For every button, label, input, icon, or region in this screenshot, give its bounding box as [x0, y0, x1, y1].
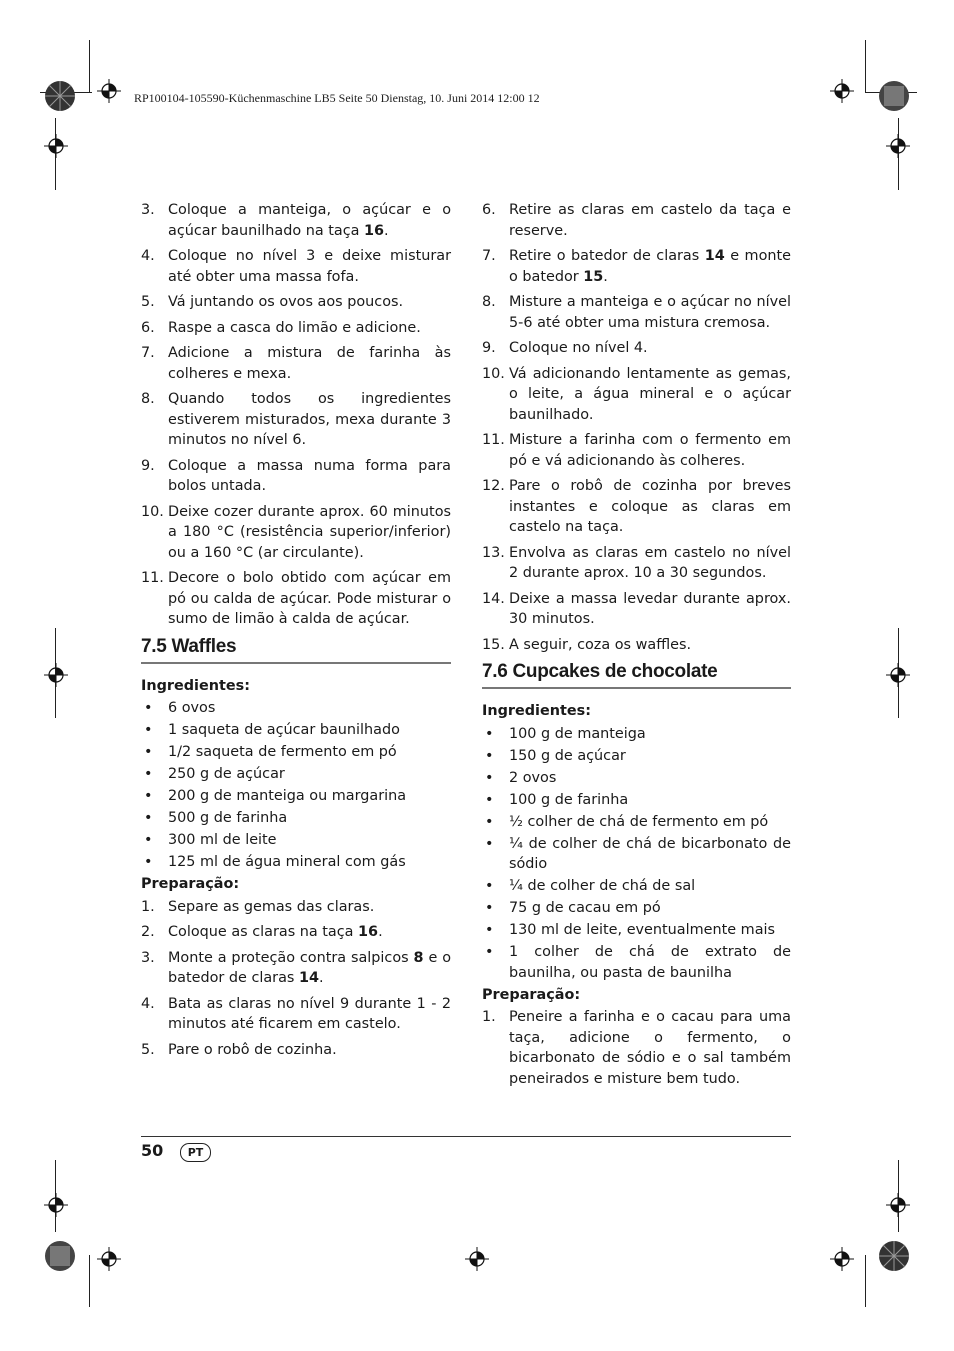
text-run: Pare o robô de cozinha por breves instantes e coloque as claras em castelo na taça.	[509, 478, 791, 535]
item-text: 100 g de manteiga	[509, 725, 646, 742]
list-item	[482, 430, 791, 471]
list-item	[141, 292, 451, 313]
registration-target-icon	[44, 1193, 68, 1217]
preparation-list	[482, 1007, 791, 1089]
text-run: Decore o bolo obtido com açúcar em pó ou calda de açúcar. Pode misturar o sumo de limão à calda de açúcar.	[168, 570, 451, 627]
item-number: 3.	[141, 202, 155, 218]
text-run: Misture a farinha com o fermento em pó e vá adicionando às colheres.	[509, 432, 791, 469]
list-item	[141, 897, 451, 918]
part-number: 16	[358, 924, 379, 940]
bullet-icon: •	[144, 832, 153, 848]
item-number: 7.	[482, 248, 496, 264]
list-item	[141, 343, 451, 384]
text-run: Quando todos os ingredientes estiverem misturados, mexa durante 3 minutos no nível 6.	[168, 391, 451, 448]
list-item	[482, 834, 791, 875]
part-number: 14	[298, 970, 320, 986]
list-item	[482, 746, 791, 767]
registration-target-icon	[97, 79, 121, 103]
bullet-icon: •	[485, 878, 494, 894]
text-run: Coloque no nível 3 e deixe misturar até obter uma massa fofa.	[168, 248, 451, 285]
item-number: 10.	[482, 365, 505, 382]
item-number: 6.	[482, 202, 496, 218]
preparation-label: Preparação:	[482, 986, 581, 1003]
bullet-icon: •	[485, 835, 494, 852]
text-run: Misture a manteiga e o açúcar no nível 5-6 até obter uma mistura cremosa.	[509, 294, 791, 331]
item-text: ½ colher de chá de fermento em pó	[509, 813, 769, 830]
list-item	[482, 1007, 791, 1089]
list-item	[141, 948, 451, 989]
list-item	[141, 922, 451, 943]
item-text	[168, 1042, 337, 1058]
bullet-icon: •	[144, 766, 153, 782]
item-text	[509, 432, 791, 469]
text-run: .	[384, 222, 389, 239]
item-number: 13.	[482, 544, 505, 561]
list-item	[482, 338, 791, 359]
item-number: 5.	[141, 1041, 155, 1058]
item-number: 6.	[141, 319, 155, 336]
section-title-waffles: 7.5 Waffles	[141, 636, 451, 664]
list-item	[141, 246, 451, 287]
item-text	[168, 320, 421, 336]
part-number: 8	[413, 949, 424, 966]
bullet-icon: •	[144, 722, 153, 738]
list-item	[141, 1040, 451, 1061]
item-text: 1/2 saqueta de fermento em pó	[168, 744, 397, 760]
registration-target-icon	[44, 663, 68, 687]
text-run: Vá juntando os ovos aos poucos.	[168, 294, 404, 310]
list-item	[141, 808, 451, 829]
item-text	[509, 545, 791, 582]
item-text	[509, 202, 791, 239]
right-column	[482, 200, 791, 1094]
registration-target-icon	[97, 1247, 121, 1271]
list-item	[482, 898, 791, 919]
item-text: 1 saqueta de açúcar baunilhado	[168, 722, 400, 738]
list-item	[482, 920, 791, 941]
text-run: e o batedor de claras	[168, 949, 451, 986]
list-item	[141, 318, 451, 339]
item-number: 9.	[482, 340, 496, 356]
item-number: 11.	[482, 432, 505, 448]
item-number: 8.	[141, 391, 155, 407]
step-list	[141, 200, 451, 630]
item-number: 2.	[141, 924, 155, 940]
item-text: 130 ml de leite, eventualmente mais	[509, 922, 776, 938]
text-run: e monte o batedor	[509, 248, 791, 285]
text-run: Coloque as claras na taça	[168, 924, 359, 940]
color-wheel-icon	[44, 80, 76, 112]
part-number: 15	[583, 268, 604, 285]
text-run: Envolva as claras em castelo no nível 2 durante aprox. 10 a 30 segundos.	[509, 544, 791, 581]
text-run: Coloque no nível 4.	[509, 340, 648, 356]
item-number: 3.	[141, 949, 155, 966]
page-number: 50	[141, 1141, 164, 1160]
item-number: 15.	[482, 636, 505, 653]
bullet-icon: •	[144, 854, 153, 870]
list-item	[482, 292, 791, 333]
bullet-icon: •	[144, 700, 153, 716]
item-text	[509, 340, 648, 356]
text-run: Deixe cozer durante aprox. 60 minutos a 180 °C (resistência superior/inferior) ou a 160 °C (ar circulante).	[168, 503, 451, 561]
list-item	[482, 790, 791, 811]
item-text	[168, 345, 451, 382]
list-item	[482, 812, 791, 833]
item-text	[168, 899, 374, 915]
bullet-icon: •	[485, 944, 494, 960]
list-item	[141, 742, 451, 763]
item-text: 125 ml de água mineral com gás	[168, 854, 406, 870]
section-title-cupcakes: 7.6 Cupcakes de chocolate	[482, 661, 791, 689]
item-number: 1.	[141, 898, 155, 915]
text-run: Raspe a casca do limão e adicione.	[168, 319, 421, 336]
step-list	[482, 200, 791, 655]
registration-target-icon	[830, 79, 854, 103]
list-item	[141, 568, 451, 630]
preparation-label: Preparação:	[141, 876, 240, 892]
list-item	[141, 200, 451, 241]
list-item	[482, 543, 791, 584]
text-run: Vá adicionando lentamente as gemas, o leite, a água mineral e o açúcar baunilhado.	[509, 365, 791, 423]
text-run: Retire o batedor de claras	[509, 248, 705, 264]
color-wheel-icon	[44, 1240, 76, 1272]
item-text: 2 ovos	[509, 769, 557, 786]
item-number: 12.	[482, 478, 505, 494]
bullet-icon: •	[485, 813, 494, 830]
bullet-icon: •	[144, 810, 153, 826]
list-item	[141, 698, 451, 719]
bullet-icon: •	[485, 747, 494, 764]
item-number: 11.	[141, 570, 164, 586]
bullet-icon: •	[144, 744, 153, 760]
item-text	[168, 294, 403, 310]
item-text	[168, 391, 451, 448]
color-wheel-icon	[878, 80, 910, 112]
item-number: 4.	[141, 995, 155, 1012]
item-number: 14.	[482, 590, 505, 607]
text-run: A seguir, coza os waffles.	[509, 636, 692, 653]
list-item	[482, 589, 791, 630]
item-number: 7.	[141, 345, 155, 361]
print-header: RP100104-105590-Küchenmaschine LB5 Seite 50 Dienstag, 10. Juni 2014 12:00 12	[134, 91, 540, 105]
text-run: Monte a proteção contra salpicos	[168, 949, 414, 966]
item-text: 75 g de cacau em pó	[509, 900, 661, 916]
part-number: 14	[704, 248, 725, 264]
item-text	[168, 202, 451, 239]
ingredients-label: Ingredientes:	[482, 703, 591, 719]
item-text	[168, 924, 383, 940]
item-text	[168, 458, 451, 495]
registration-target-icon	[886, 134, 910, 158]
list-item	[482, 635, 791, 656]
list-item	[482, 942, 791, 983]
text-run: Retire as claras em castelo da taça e reserve.	[509, 202, 791, 239]
text-run: Coloque a massa numa forma para bolos untada.	[168, 457, 451, 494]
registration-target-icon	[886, 663, 910, 687]
item-text	[168, 248, 451, 285]
left-column	[141, 200, 451, 1065]
item-number: 4.	[141, 248, 155, 264]
registration-target-icon	[830, 1247, 854, 1271]
item-text: ¼ de colher de chá de sal	[509, 878, 696, 894]
list-item	[482, 876, 791, 897]
item-text	[168, 950, 451, 987]
footer-rule	[141, 1136, 791, 1137]
ingredient-list	[141, 698, 451, 873]
text-run: Pare o robô de cozinha.	[168, 1041, 337, 1058]
bullet-icon: •	[485, 900, 494, 916]
text-run: Separe as gemas das claras.	[168, 898, 375, 915]
language-badge: PT	[180, 1143, 211, 1162]
part-number: 16	[364, 222, 385, 239]
item-number: 8.	[482, 294, 496, 310]
list-item	[141, 456, 451, 497]
list-item	[141, 786, 451, 807]
bullet-icon: •	[485, 725, 494, 742]
text-run: Bata as claras no nível 9 durante 1 - 2 minutos até ficarem em castelo.	[168, 995, 451, 1032]
item-text: ¼ de colher de chá de bicarbonato de sódio	[509, 835, 791, 872]
item-text: 300 ml de leite	[168, 832, 277, 848]
item-number: 1.	[482, 1009, 496, 1025]
list-item	[482, 724, 791, 745]
text-run: Adicione a mistura de farinha às colheres e mexa.	[168, 345, 451, 382]
text-run: Deixe a massa levedar durante aprox. 30 minutos.	[509, 590, 791, 627]
item-text	[168, 996, 451, 1033]
registration-target-icon	[465, 1247, 489, 1271]
list-item	[482, 476, 791, 538]
item-text	[509, 366, 791, 423]
ingredients-label: Ingredientes:	[141, 677, 250, 694]
text-run: .	[603, 268, 608, 285]
ingredient-list	[482, 724, 791, 984]
text-run: .	[319, 970, 324, 986]
list-item	[141, 389, 451, 451]
item-text: 6 ovos	[168, 700, 216, 716]
list-item	[141, 994, 451, 1035]
list-item	[482, 246, 791, 287]
text-run: Peneire a farinha e o cacau para uma taça, adicione o fermento, o bicarbonato de sódio e o sal também peneirados e misture bem tudo.	[509, 1009, 791, 1087]
bullet-icon: •	[144, 788, 153, 804]
item-text: 150 g de açúcar	[509, 747, 626, 764]
item-number: 5.	[141, 294, 155, 310]
bullet-icon: •	[485, 922, 494, 938]
item-text: 1 colher de chá de extrato de baunilha, ou pasta de baunilha	[509, 944, 791, 981]
item-text: 250 g de açúcar	[168, 766, 285, 782]
list-item	[141, 764, 451, 785]
registration-target-icon	[44, 134, 68, 158]
color-wheel-icon	[878, 1240, 910, 1272]
item-text	[509, 591, 791, 628]
item-text	[509, 294, 791, 331]
list-item	[141, 720, 451, 741]
registration-target-icon	[886, 1193, 910, 1217]
item-text	[509, 478, 791, 535]
list-item	[141, 502, 451, 564]
list-item	[482, 768, 791, 789]
item-number: 10.	[141, 503, 164, 520]
item-text	[168, 504, 451, 561]
item-number: 9.	[141, 457, 155, 474]
list-item	[141, 852, 451, 873]
item-text	[509, 248, 791, 285]
list-item	[482, 200, 791, 241]
preparation-list	[141, 897, 451, 1061]
list-item	[482, 364, 791, 426]
item-text	[509, 637, 691, 653]
item-text: 500 g de farinha	[168, 810, 288, 826]
bullet-icon: •	[485, 769, 494, 786]
item-text	[168, 570, 451, 627]
bullet-icon: •	[485, 791, 494, 808]
list-item	[141, 830, 451, 851]
item-text: 100 g de farinha	[509, 791, 629, 808]
text-run: Coloque a manteiga, o açúcar e o açúcar baunilhado na taça	[168, 202, 451, 239]
text-run: .	[378, 924, 383, 940]
item-text	[509, 1009, 791, 1087]
item-text: 200 g de manteiga ou margarina	[168, 788, 407, 804]
